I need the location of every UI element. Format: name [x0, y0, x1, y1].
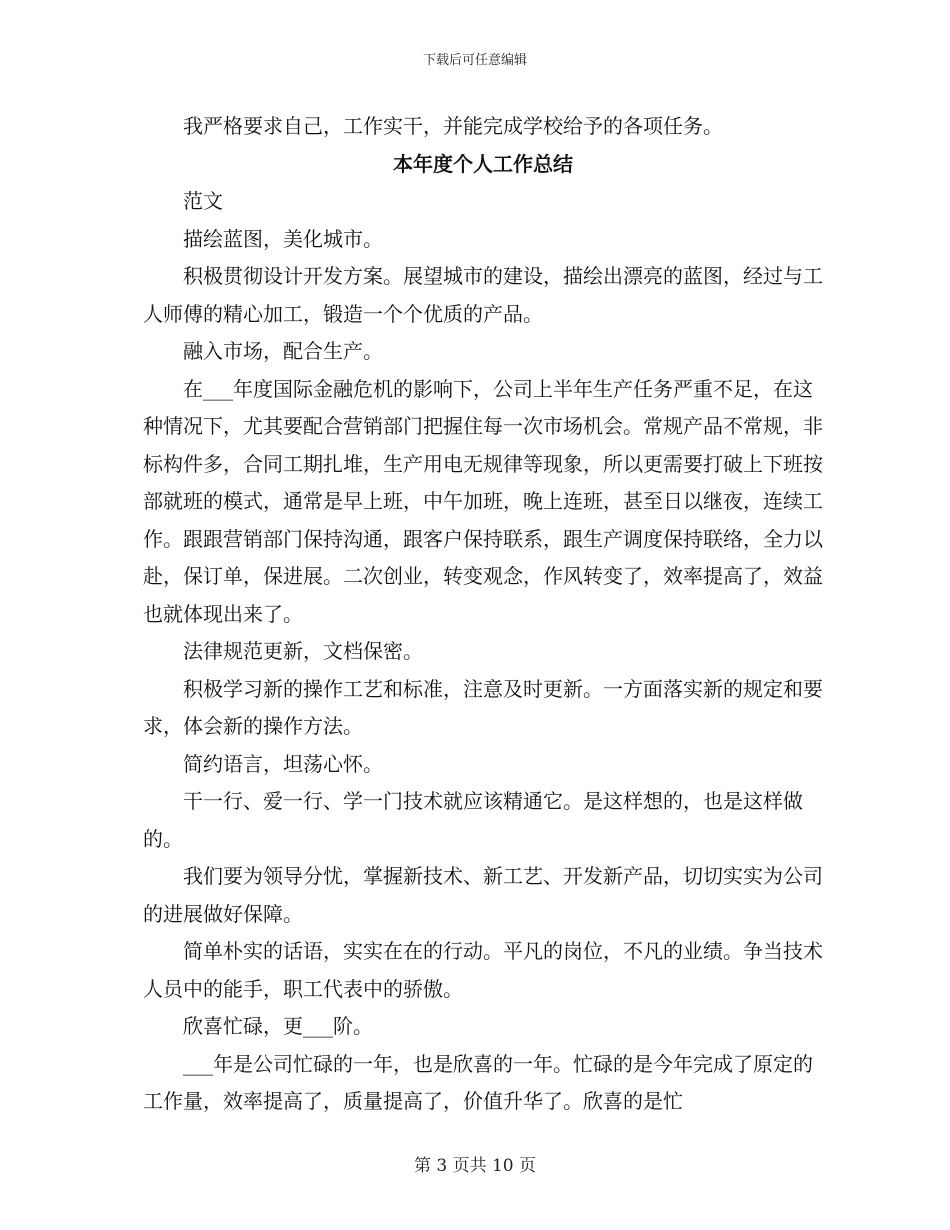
- paragraph: 欣喜忙碌，更___阶。: [183, 1014, 373, 1038]
- paragraph: 干一行、爱一行、学一门技术就应该精通它。是这样想的，也是这样做的。: [143, 789, 803, 851]
- paragraph: 简单朴实的话语，实实在在的行动。平凡的岗位，不凡的业绩。争当技术人员中的能手，职工代表中的骄傲。: [143, 939, 823, 1001]
- paragraph: 范文: [183, 189, 223, 213]
- paragraph: 在___年度国际金融危机的影响下，公司上半年生产任务严重不足，在这种情况下，尤其要配合营销部门把握住每一次市场机会。常规产品不常规，非标构件多，合同工期扎堆，生产用电无规律等现象，所以更需要打破上下班按部就班的模式，通常是早上班，中午加班，晚上连班，甚至日以继夜，连续工作。跟跟营销部门保持沟通，跟客户保持联系，跟生产调度保持联络，全力以赴，保订单，保进展。二次创业，转变观念，作风转变了，效率提高了，效益也就体现出来了。: [143, 376, 823, 626]
- page-header-note: 下载后可任意编辑: [422, 53, 527, 68]
- paragraph: ___年是公司忙碌的一年，也是欣喜的一年。忙碌的是今年完成了原定的工作量，效率提高了，质量提高了，价值升华了。欣喜的是忙: [143, 1051, 813, 1113]
- document-body: [143, 108, 823, 1121]
- paragraph: 融入市场，配合生产。: [183, 339, 383, 363]
- paragraph: 积极学习新的操作工艺和标准，注意及时更新。一方面落实新的规定和要求，体会新的操作方法。: [143, 676, 823, 738]
- paragraph: 我们要为领导分忧，掌握新技术、新工艺、开发新产品，切切实实为公司的进展做好保障。: [143, 864, 823, 926]
- page-number: 第 3 页共 10 页: [413, 1156, 537, 1176]
- document-title: 本年度个人工作总结: [393, 151, 573, 176]
- paragraph: 积极贯彻设计开发方案。展望城市的建设，描绘出漂亮的蓝图，经过与工人师傅的精心加工，锻造一个个优质的产品。: [143, 264, 823, 326]
- paragraph: 法律规范更新，文档保密。: [183, 639, 423, 663]
- paragraph: 简约语言，坦荡心怀。: [183, 751, 383, 776]
- intro-line: 我严格要求自己，工作实干，并能完成学校给予的各项任务。: [183, 114, 723, 138]
- paragraph: 描绘蓝图，美化城市。: [183, 226, 383, 251]
